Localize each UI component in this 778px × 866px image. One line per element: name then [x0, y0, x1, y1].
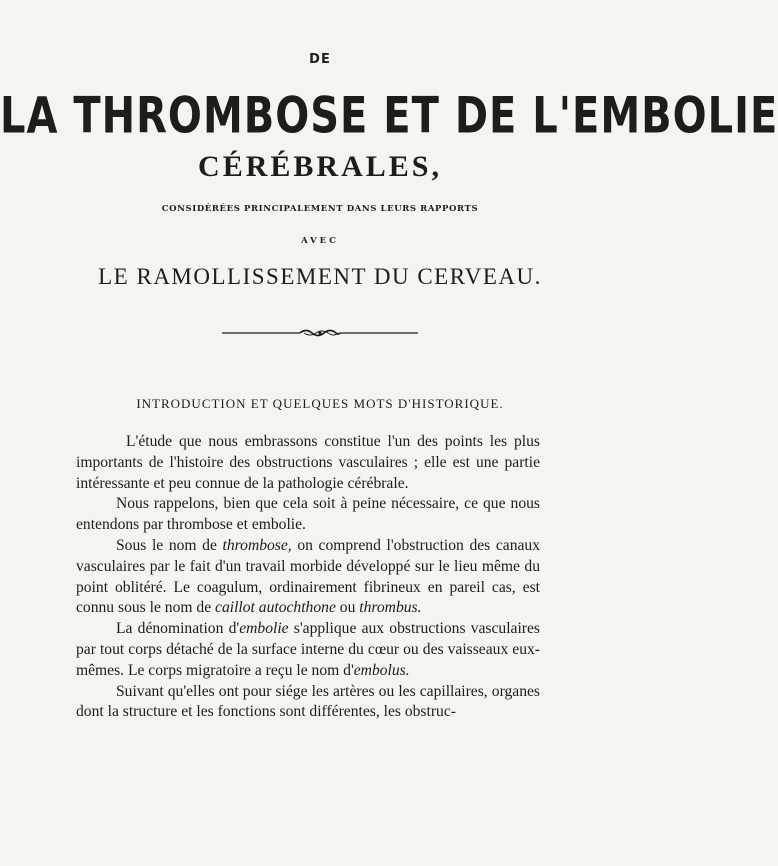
- term-thrombose: thrombose,: [222, 536, 292, 554]
- term-embolie: embolie: [239, 620, 289, 638]
- term-thrombus: thrombus.: [359, 599, 422, 617]
- considered-line: CONSIDÉRÉES PRINCIPALEMENT DANS LEURS RAPPORTS: [161, 204, 479, 214]
- paragraph-4-text-a: La dénomination d': [116, 620, 240, 638]
- ornament-divider-icon: [220, 326, 420, 340]
- body-text: [76, 432, 540, 723]
- avec-line: AVEC: [301, 236, 339, 246]
- paragraph-3-text-a: Sous le nom de: [116, 536, 223, 554]
- term-caillot-autochthone: caillot autochthone: [215, 599, 336, 617]
- paragraph-3-text-c: ou: [335, 599, 360, 617]
- paragraph-1: L'étude que nous embrassons constitue l'un des points les plus importants de l'histoire des obstructions vasculaires ; elle est une partie intéressante et peu connue de la pathologie cérébrale.: [76, 433, 540, 492]
- section-heading: INTRODUCTION ET QUELQUES MOTS D'HISTORIQUE.: [136, 396, 504, 411]
- pre-title: DE: [309, 52, 331, 67]
- main-title: LA THROMBOSE ET DE L'EMBOLIE: [0, 87, 778, 145]
- paragraph-3-text-b: on comprend l'obstruction des canaux vasculaires par le fait d'un travail morbide développé sur le lieu même du point oblitéré. Le coagulum, ordinairement fibrineux en pareil cas, est connu sous le nom de: [76, 536, 541, 617]
- paragraph-3: [76, 536, 540, 619]
- term-embolus: embolus.: [353, 661, 410, 679]
- paragraph-4: [76, 619, 540, 681]
- sub-title: CÉRÉBRALES,: [198, 150, 442, 183]
- second-title: LE RAMOLLISSEMENT DU CERVEAU.: [98, 264, 542, 289]
- paragraph-2: Nous rappelons, bien que cela soit à peine nécessaire, ce que nous entendons par thrombose et embolie.: [76, 495, 540, 534]
- paragraph-4-text-b: s'applique aux obstructions vasculaires par tout corps détaché de la surface interne du cœur ou des vaisseaux eux-mêmes. Le corps migratoire a reçu le nom d': [76, 620, 540, 679]
- paragraph-5: Suivant qu'elles ont pour siége les artères ou les capillaires, organes dont la structure et les fonctions sont différentes, les obstruc-: [76, 682, 540, 721]
